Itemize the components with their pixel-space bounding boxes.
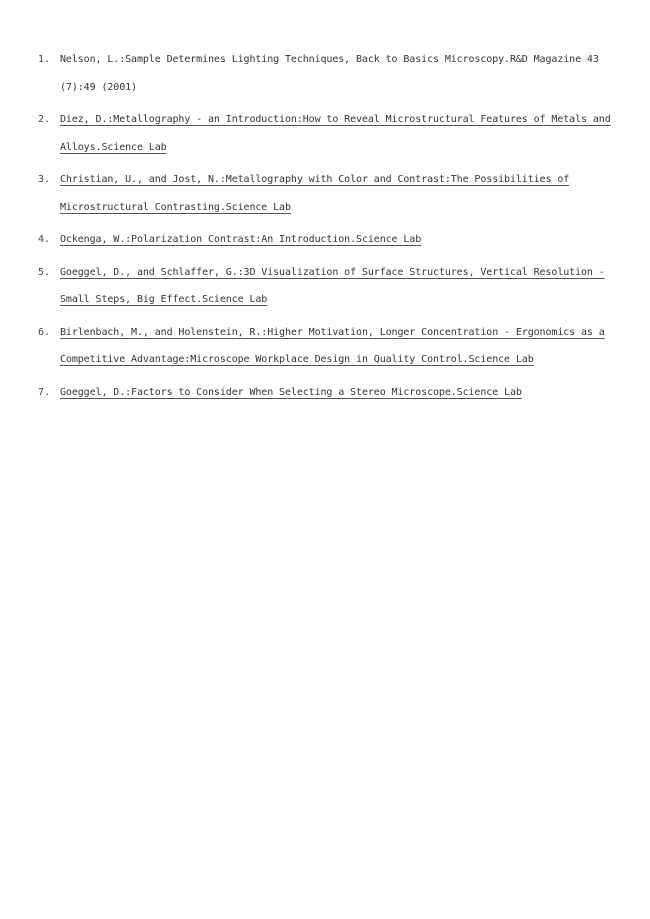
reference-number: 3. (38, 174, 51, 185)
reference-item-4 (38, 226, 618, 254)
reference-number: 4. (38, 234, 51, 245)
reference-item-1 (38, 46, 618, 101)
reference-link[interactable]: Birlenbach, M., and Holenstein, R.:Higher Motivation, Longer Concentration - Ergonomics as a Competitive Advantage:Microscope Workplace Design in Quality Control.Science Lab (60, 326, 605, 365)
reference-link[interactable]: Goeggel, D.:Factors to Consider When Selecting a Stereo Microscope.Science Lab (60, 386, 522, 398)
reference-number: 1. (38, 54, 51, 65)
reference-item-6 (38, 319, 618, 374)
reference-link[interactable]: Christian, U., and Jost, N.:Metallography with Color and Contrast:The Possibilities of Microstructural Contrasting.Science Lab (60, 174, 570, 213)
reference-link[interactable]: Ockenga, W.:Polarization Contrast:An Introduction.Science Lab (60, 234, 422, 245)
reference-item-2 (38, 106, 618, 161)
reference-text: Nelson, L.:Sample Determines Lighting Techniques, Back to Basics Microscopy.R&D Magazine 43 (7):49 (2001) (60, 54, 599, 93)
reference-number: 2. (38, 114, 51, 125)
reference-item-5 (38, 259, 618, 314)
reference-link[interactable]: Diez, D.:Metallography - an Introduction:How to Reveal Microstructural Features of Metals and Alloys.Science Lab (60, 114, 611, 153)
reference-item-3 (38, 166, 618, 221)
reference-number: 5. (38, 266, 51, 278)
reference-number: 7. (38, 386, 51, 398)
reference-list (38, 46, 618, 411)
reference-item-7 (38, 379, 618, 407)
reference-number: 6. (38, 326, 51, 338)
reference-link[interactable]: Goeggel, D., and Schlaffer, G.:3D Visualization of Surface Structures, Vertical Resolution - Small Steps, Big Effect.Science Lab (60, 266, 605, 305)
